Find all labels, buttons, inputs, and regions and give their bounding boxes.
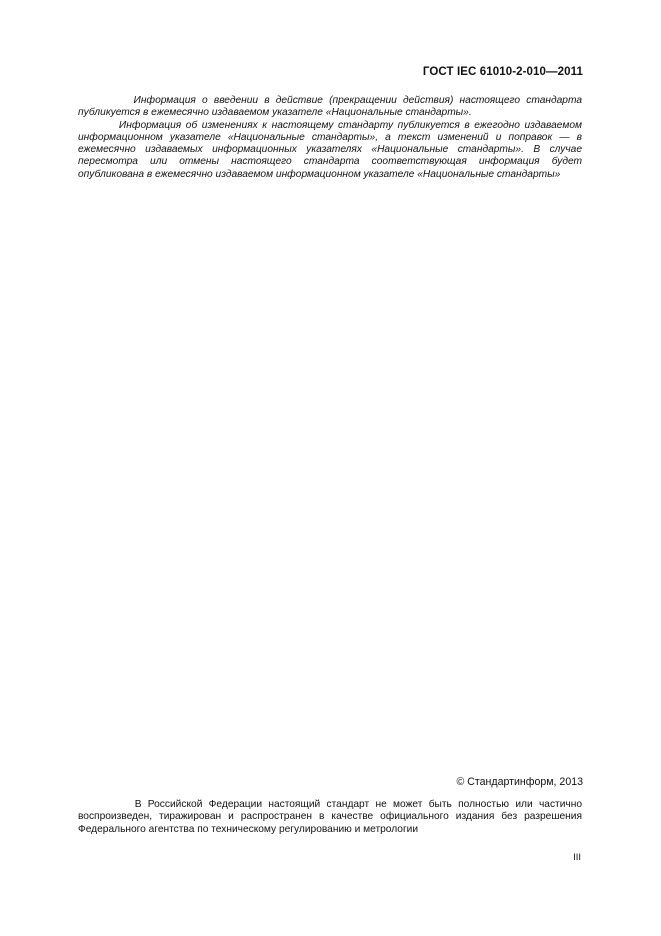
standard-code-header: ГОСТ IEC 61010-2-010—2011 bbox=[422, 66, 583, 78]
info-paragraph-introduction-text: Информация о введении в действие (прекращении действия) настоящего стандарта публикуется в ежемесячно издаваемом указателе «Национальные стандарты». bbox=[78, 95, 582, 119]
info-paragraph-introduction bbox=[78, 95, 582, 120]
rights-notice-text: В Российской Федерации настоящий стандарт не может быть полностью или частично воспроизведен, тиражирован и распространен в качестве официального издания без разрешения Федерального агентства по техническому регулированию и метрологии bbox=[78, 799, 582, 835]
copyright-notice: © Стандартинформ, 2013 bbox=[456, 776, 583, 788]
publication-info-block bbox=[78, 95, 582, 181]
rights-notice-block bbox=[78, 799, 582, 836]
rights-notice bbox=[78, 799, 582, 836]
page-number: III bbox=[573, 852, 581, 863]
info-paragraph-amendments-text: Информация об изменениях к настоящему стандарту публикуется в ежегодно издаваемом информационном указателе «Национальные стандарты», а текст изменений и поправок — в ежемесячно издаваемых информационных указателях «Национальные стандарты». В случае пересмотра или отмены настоящего стандарта соответствующая информация будет опубликована в ежемесячно издаваемом информационном указателе «Национальные стандарты» bbox=[78, 119, 582, 180]
info-paragraph-amendments bbox=[78, 120, 582, 181]
